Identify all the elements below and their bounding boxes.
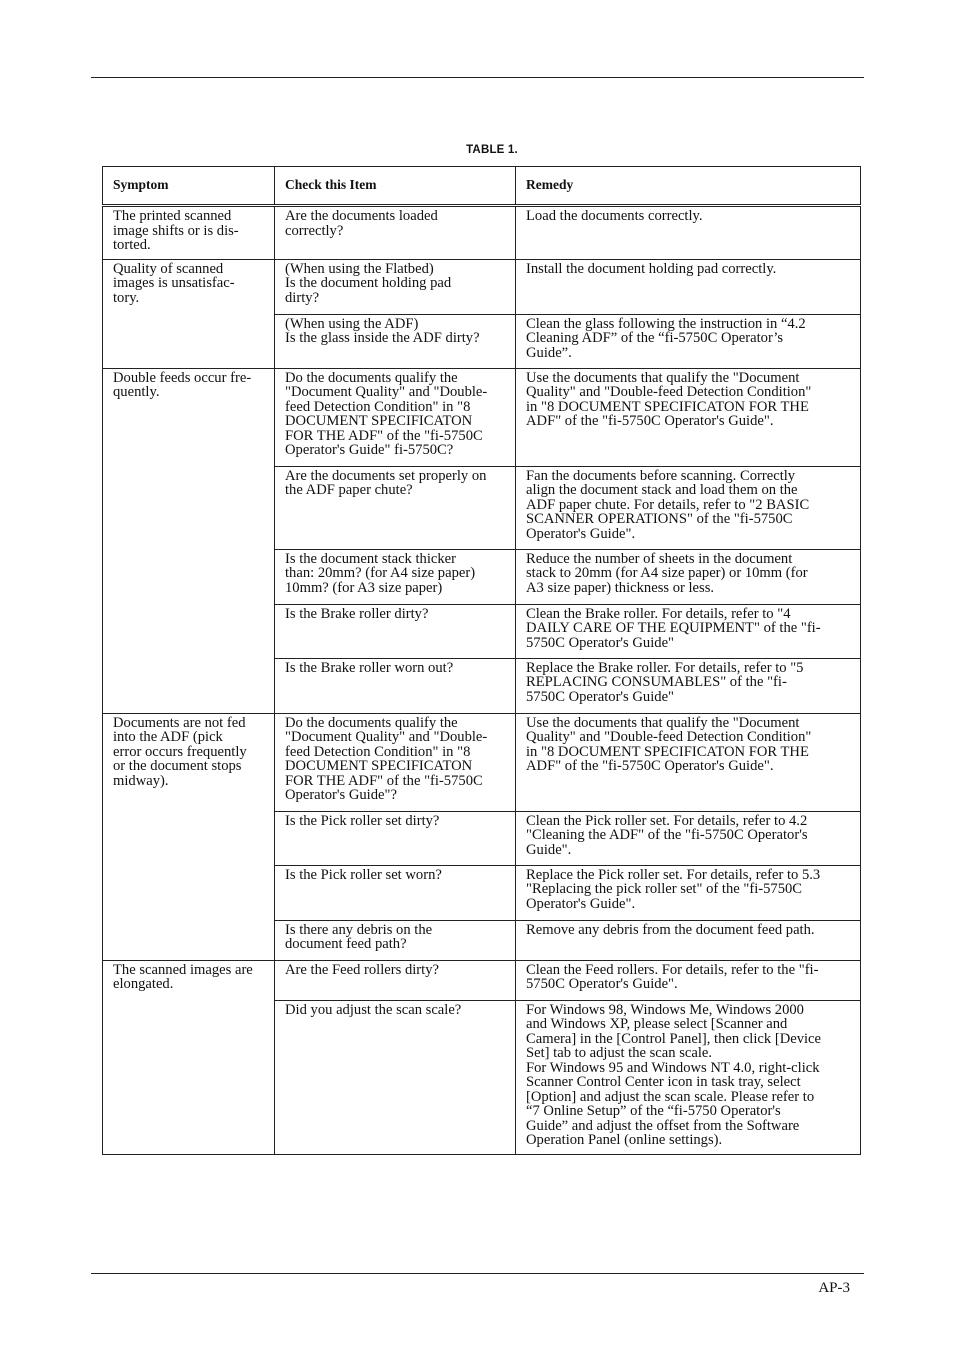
remedy-cell [516,960,861,1000]
check-item-text: Do the documents qualify the "Document Quality" and "Double- feed Detection Condition" in "8 DOCUMENT SPECIFICATON FOR THE ADF" of the "fi-5750C Operator's Guide" fi-5750C? [285,369,488,458]
remedy-text: Clean the Pick roller set. For details, refer to 4.2 "Cleaning the ADF" of the "fi-5750C Operator's Guide". [526,812,808,858]
remedy-text: Clean the glass following the instruction in “4.2 Cleaning ADF” of the “fi-5750C Operator’s Guide”. [526,315,806,361]
remedy-cell [516,865,861,920]
symptom-text: The scanned images are elongated. [113,961,253,992]
check-item-text: Is the Pick roller set dirty? [285,812,440,829]
remedy-cell [516,206,861,260]
remedy-text: Load the documents correctly. [526,208,703,224]
check-item-text: Are the documents loaded correctly? [285,208,438,239]
check-item-cell [275,368,516,466]
check-item-text: Are the documents set properly on the ADF paper chute? [285,467,487,498]
table-header-row [103,167,861,206]
remedy-text: Clean the Feed rollers. For details, refer to the "fi- 5750C Operator's Guide". [526,961,819,992]
symptom-text: Quality of scanned images is unsatisfac- tory. [113,260,235,306]
remedy-cell [516,466,861,549]
remedy-text: Reduce the number of sheets in the document stack to 20mm (for A4 size paper) or 10mm (for A3 size paper) thickness or less. [526,550,808,596]
table-row [103,259,861,314]
symptom-cell [103,206,275,260]
footer-rule [91,1273,864,1274]
table-row [103,368,861,466]
check-item-text: Did you adjust the scan scale? [285,1001,462,1018]
remedy-text: Use the documents that qualify the "Document Quality" and "Double-feed Detection Condition" in "8 DOCUMENT SPECIFICATON FOR THE ADF" of the "fi-5750C Operator's Guide". [526,714,812,774]
symptom-cell [103,368,275,713]
header-rule [91,77,864,78]
table-caption: TABLE 1. [466,144,518,156]
check-item-cell [275,865,516,920]
remedy-text: Fan the documents before scanning. Correctly align the document stack and load them on the ADF paper chute. For details, refer to "2 BASIC SCANNER OPERATIONS" of the "fi-5750C Operator's Guide". [526,467,810,542]
check-item-cell [275,1000,516,1154]
check-item-cell [275,314,516,368]
page-number: AP-3 [818,1280,850,1296]
remedy-cell [516,1000,861,1154]
remedy-cell [516,604,861,658]
remedy-cell [516,920,861,960]
remedy-cell [516,259,861,314]
check-item-text: (When using the ADF) Is the glass inside the ADF dirty? [285,315,480,346]
check-item-text: (When using the Flatbed) Is the document holding pad dirty? [285,260,452,306]
header-remedy: Remedy [516,167,861,206]
check-item-cell [275,259,516,314]
check-item-cell [275,658,516,713]
remedy-text: Replace the Brake roller. For details, refer to "5 REPLACING CONSUMABLES" of the "fi- 5750C Operator's Guide" [526,659,804,705]
check-item-text: Is there any debris on the document feed path? [285,921,433,952]
header-symptom: Symptom [103,167,275,206]
troubleshooting-table [102,166,861,1155]
remedy-cell [516,314,861,368]
check-item-cell [275,549,516,604]
symptom-cell [103,713,275,960]
symptom-text: The printed scanned image shifts or is dis- torted. [113,208,239,253]
check-item-cell [275,713,516,811]
check-item-text: Is the Pick roller set worn? [285,866,442,883]
remedy-text: Clean the Brake roller. For details, refer to "4 DAILY CARE OF THE EQUIPMENT" of the "fi- 5750C Operator's Guide" [526,605,821,651]
table-row [103,206,861,260]
symptom-text: Double feeds occur fre- quently. [113,369,252,400]
check-item-cell [275,920,516,960]
remedy-text: Use the documents that qualify the "Document Quality" and "Double-feed Detection Condition" in "8 DOCUMENT SPECIFICATON FOR THE ADF" of the "fi-5750C Operator's Guide". [526,369,812,429]
check-item-cell [275,604,516,658]
remedy-cell [516,811,861,865]
table-row [103,713,861,811]
symptom-text: Documents are not fed into the ADF (pick error occurs frequently or the document stops midway). [113,714,247,789]
remedy-cell [516,658,861,713]
remedy-text: Remove any debris from the document feed path. [526,921,815,938]
check-item-text: Are the Feed rollers dirty? [285,961,439,978]
check-item-cell [275,811,516,865]
remedy-text: Install the document holding pad correctly. [526,260,777,277]
table-body [103,206,861,1155]
remedy-cell [516,368,861,466]
check-item-cell [275,960,516,1000]
check-item-text: Is the document stack thicker than: 20mm? (for A4 size paper) 10mm? (for A3 size paper) [285,550,476,596]
symptom-cell [103,259,275,368]
check-item-text: Do the documents qualify the "Document Quality" and "Double- feed Detection Condition" in "8 DOCUMENT SPECIFICATON FOR THE ADF" of the "fi-5750C Operator's Guide"? [285,714,488,803]
check-item-text: Is the Brake roller dirty? [285,605,429,622]
remedy-cell [516,549,861,604]
check-item-text: Is the Brake roller worn out? [285,659,454,676]
remedy-cell [516,713,861,811]
symptom-cell [103,960,275,1154]
check-item-cell [275,206,516,260]
header-check-item: Check this Item [275,167,516,206]
check-item-cell [275,466,516,549]
remedy-text: For Windows 98, Windows Me, Windows 2000 and Windows XP, please select [Scanner and Camera] in the [Control Panel], then click [Device Set] tab to adjust the scan scale. For Windows 95 and Windows NT 4.0, right-click Scanner Control Center icon in task tray, select [Option] and adjust the scan scale. Please refer to “7 Online Setup” of the “fi-5750 Operator's Guide” and adjust the offset from the Software Operation Panel (online settings). [526,1001,822,1148]
table-row [103,960,861,1000]
remedy-text: Replace the Pick roller set. For details, refer to 5.3 "Replacing the pick roller set" of the "fi-5750C Operator's Guide". [526,866,821,912]
